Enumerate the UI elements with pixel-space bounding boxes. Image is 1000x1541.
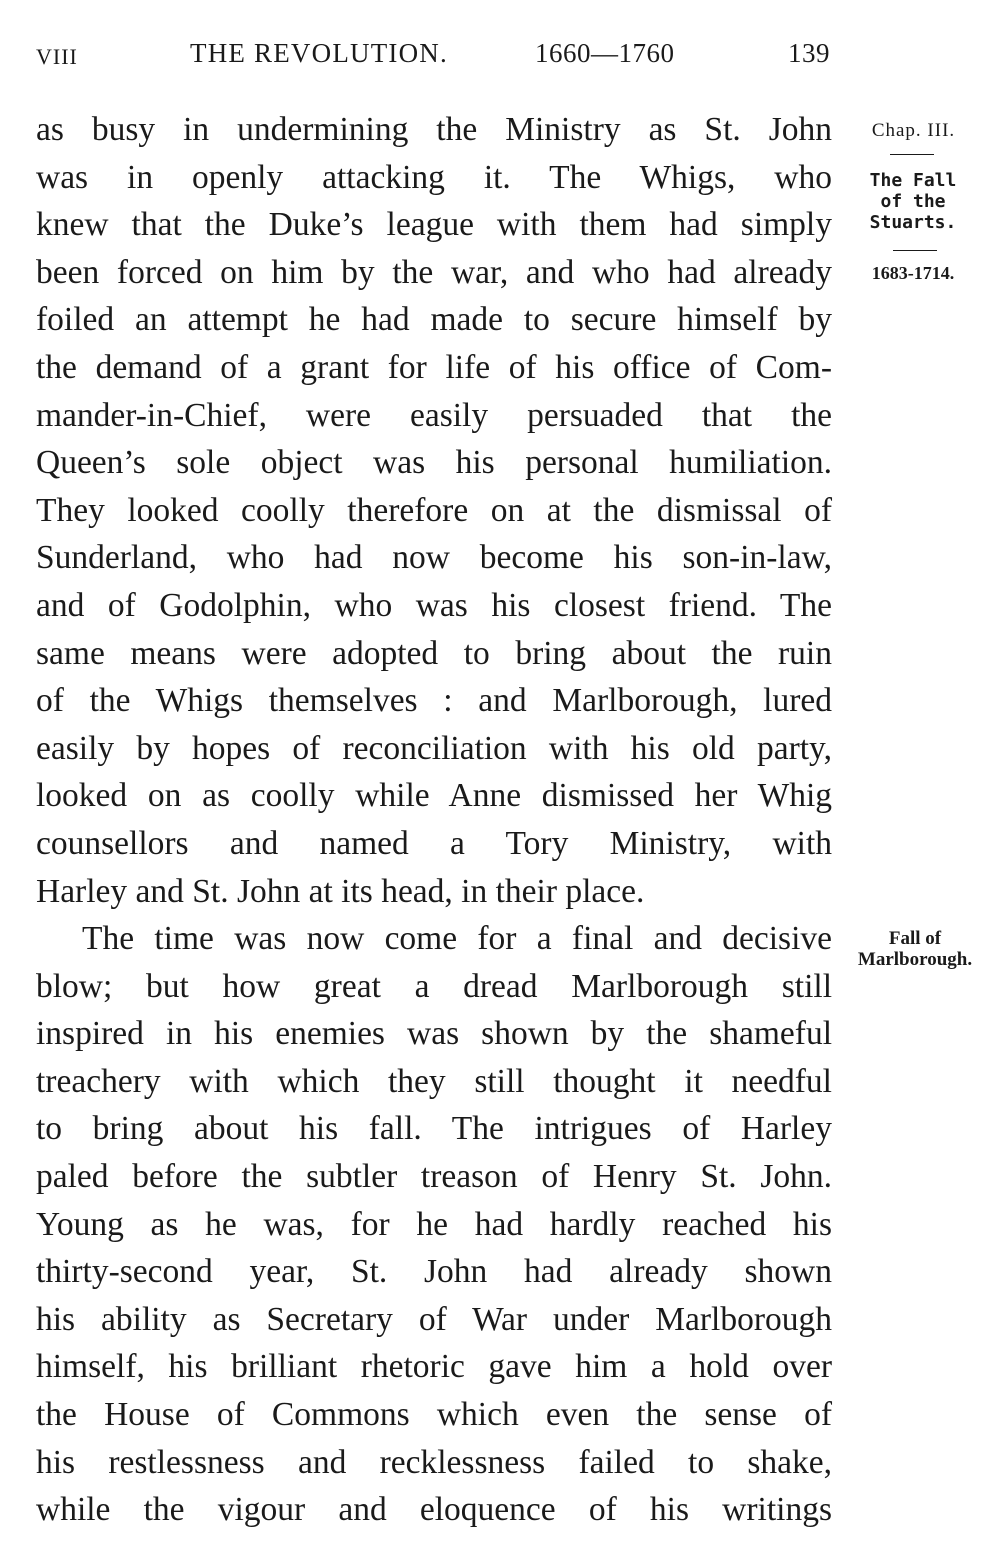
margin-section-line: of the — [880, 191, 946, 212]
margin-topic-line: Fall of — [888, 928, 942, 949]
text-line: looked on as coolly while Anne dismissed her Whig — [36, 777, 832, 815]
margin-section-line: Stuarts. — [869, 212, 957, 233]
text-line: They looked coolly therefore on at the dismissal of — [36, 491, 832, 529]
text-line: as busy in undermining the Ministry as St. John — [36, 111, 832, 148]
text-line: the demand of a grant for life of his office of Com- — [36, 348, 832, 386]
text-line: Young as he was, for he had hardly reached his — [36, 1205, 832, 1243]
margin-chapter-ref: Chap. III. — [871, 120, 956, 141]
body-text — [36, 106, 832, 1534]
running-dates: 1660—1760 — [535, 38, 675, 68]
text-line: easily by hopes of reconciliation with his old party, — [36, 729, 832, 767]
margin-topic-line: Marlborough. — [857, 949, 973, 970]
text-line: treachery with which they still thought it needful — [36, 1062, 832, 1100]
margin-topic-note — [840, 928, 990, 970]
text-line: Queen’s sole object was his personal humiliation. — [36, 444, 832, 482]
text-line: his restlessness and recklessness failed to shake, — [36, 1443, 832, 1481]
margin-years: 1683-1714. — [871, 263, 955, 283]
text-line: himself, his brilliant rhetoric gave him a hold over — [36, 1348, 832, 1386]
text-line: thirty-second year, St. John had already shown — [36, 1253, 832, 1291]
text-line: was in openly attacking it. The Whigs, who — [36, 158, 832, 196]
text-line: the House of Commons which even the sense of — [36, 1396, 832, 1434]
text-line: Harley and St. John at its head, in their place. — [36, 872, 645, 910]
text-line: mander-in-Chief, were easily persuaded that the — [36, 396, 832, 434]
text-line: to bring about his fall. The intrigues of Harley — [36, 1110, 832, 1148]
text-line: been forced on him by the war, and who had already — [36, 253, 832, 291]
text-line: Sunderland, who had now become his son-in-law, — [36, 539, 832, 577]
page-number: 139 — [788, 38, 830, 68]
text-line: counsellors and named a Tory Ministry, with — [36, 824, 832, 862]
text-line: while the vigour and eloquence of his writings — [36, 1491, 832, 1529]
margin-section-title — [852, 170, 974, 233]
text-line: The time was now come for a final and decisive — [82, 920, 832, 958]
text-line: his ability as Secretary of War under Marlborough — [36, 1300, 832, 1338]
margin-rule — [890, 154, 934, 155]
text-line: inspired in his enemies was shown by the shameful — [36, 1015, 832, 1053]
margin-rule — [893, 250, 937, 251]
text-line: knew that the Duke’s league with them had simply — [36, 206, 832, 244]
margin-section-line: The Fall — [869, 170, 957, 191]
running-title: THE REVOLUTION. — [190, 38, 448, 68]
text-line: paled before the subtler treason of Henry St. John. — [36, 1158, 832, 1196]
text-line: blow; but how great a dread Marlborough still — [36, 967, 832, 1005]
text-line: same means were adopted to bring about the ruin — [36, 634, 832, 672]
chapter-numeral: VIII — [36, 44, 78, 69]
text-line: foiled an attempt he had made to secure himself by — [36, 301, 832, 339]
text-line: and of Godolphin, who was his closest friend. The — [36, 586, 832, 624]
text-line: of the Whigs themselves : and Marlborough, lured — [36, 682, 832, 720]
